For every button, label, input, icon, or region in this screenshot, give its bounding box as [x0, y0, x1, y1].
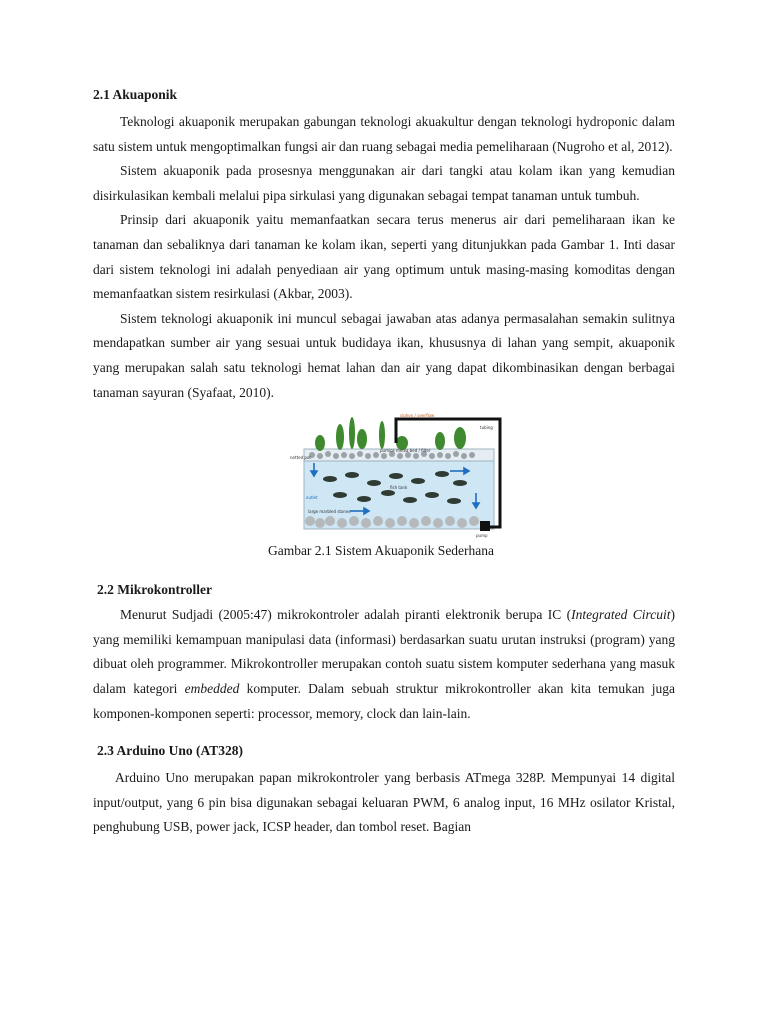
pump-icon — [480, 521, 490, 531]
label-siphon: siphon / overflow — [400, 413, 435, 419]
paragraph: Sistem akuaponik pada prosesnya menggunakan air dari tangki atau kolam ikan yang kemudian disirkulasikan kembali melalui pipa sirkulasi yang digunakan sebagai tempat tanaman untuk tumbuh. — [93, 163, 675, 203]
label-stones: large marbled stones — [308, 509, 351, 515]
section-heading-mikrokontroller: 2.2 Mikrokontroller — [97, 582, 212, 598]
aquaponics-figure — [290, 413, 508, 539]
figure-caption: Gambar 2.1 Sistem Akuaponik Sederhana — [267, 543, 495, 559]
text-run: Menurut Sudjadi (2005:47) mikrokontroler adalah piranti elektronik berupa IC ( — [120, 607, 572, 623]
label-media: pumice media bed / filter — [380, 448, 431, 454]
section-heading-akuaponik: 2.1 Akuaponik — [93, 87, 178, 102]
paragraph — [93, 603, 675, 726]
label-outlet: outlet — [306, 495, 318, 501]
label-netted-pot: netted pot — [290, 455, 311, 461]
italic-term: Integrated Circuit — [571, 607, 671, 623]
text-run: komputer. Dalam sebuah struktur mikrokontroller akan kita temukan juga komponen-komponen seperti: processor, memory, clock dan lain-lain. — [93, 680, 676, 721]
text-run: ) yang memiliki kemampuan manipulasi data (informasi) berdasarkan suatu urutan instruksi (program) yang dibuat oleh programmer. Mikrokontroller merupakan contoh suatu sistem komputer sederhana yang masuk dalam kategori — [93, 607, 675, 696]
italic-term: embedded — [184, 680, 240, 696]
label-pump: pump — [476, 533, 488, 539]
paragraph: Prinsip dari akuaponik yaitu memanfaatkan secara terus menerus air dari pemeliharaan ikan ke tanaman dan sebaliknya dari tanaman ke kolam ikan, seperti yang ditunjukkan pada Gambar 1. Inti dasar dari sistem teknologi ini adalah penyediaan air yang optimum untuk masing-masing komoditas dengan memanfaatkan sistem resirkulasi (Akbar, 2003). — [93, 212, 675, 302]
aquaponics-diagram — [290, 413, 508, 539]
plants — [315, 417, 466, 454]
label-tubing: tubing — [480, 425, 493, 431]
paragraph: Teknologi akuaponik merupakan gabungan teknologi akuakultur dengan teknologi hydroponic dalam satu sistem untuk mengoptimalkan fungsi air dan ruang sebagai media pemeliharaan (Nugroho et al, 2012). — [93, 114, 675, 154]
paragraph: Sistem teknologi akuaponik ini muncul sebagai jawaban atas adanya permasalahan semakin sulitnya mendapatkan sumber air yang sesuai untuk budidaya ikan, khususnya di lahan yang sempit, akuaponik yang merupakan salah satu teknologi hemat lahan dan air yang dapat dikombinasikan dengan berbagai tanaman sayuran (Syafaat, 2010). — [93, 310, 675, 400]
paragraph: Arduino Uno merupakan papan mikrokontroler yang berbasis ATmega 328P. Mempunyai 14 digital input/output, yang 6 pin bisa digunakan sebagai keluaran PWM, 6 analog input, 16 MHz osilator Kristal, penghubung USB, power jack, ICSP header, dan tombol reset. Bagian — [93, 770, 675, 835]
section-heading-arduino: 2.3 Arduino Uno (AT328) — [97, 743, 244, 759]
label-fish: fish tank — [390, 485, 408, 491]
document-page — [93, 82, 675, 840]
